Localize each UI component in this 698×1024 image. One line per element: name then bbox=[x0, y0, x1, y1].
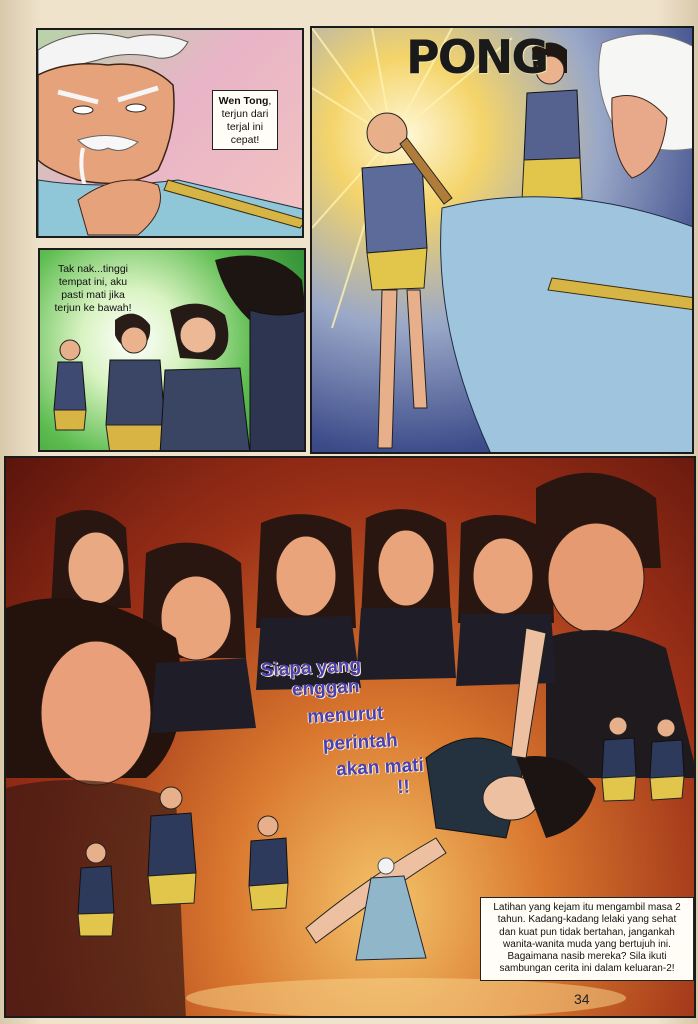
strike-illustration bbox=[312, 28, 694, 454]
speech-line: pasti mati jika bbox=[61, 289, 125, 301]
speech-name: Wen Tong bbox=[218, 95, 269, 107]
caption-line: tahun. Kadang-kadang lelaki yang sehat bbox=[497, 914, 677, 926]
speech-line: Tak nak...tinggi bbox=[57, 263, 129, 275]
caption-line: dan kuat pun tidak bertahan, jangankah bbox=[499, 926, 675, 938]
shout-text bbox=[260, 652, 425, 805]
panel-1-old-master bbox=[36, 28, 304, 238]
caption-line: wanita-wanita muda yang bertujuh ini. bbox=[503, 938, 671, 950]
page-number: 34 bbox=[574, 991, 590, 1007]
speech-line: tempat ini, aku bbox=[58, 276, 128, 288]
speech-line: terjun ke bawah! bbox=[54, 302, 132, 314]
speech-line: terjun dari bbox=[221, 108, 269, 120]
shout-line: menurut bbox=[306, 702, 384, 728]
caption-line: Bagaimana nasib mereka? Sila ikuti bbox=[507, 951, 667, 963]
speech-thought-girl bbox=[44, 260, 142, 320]
narration-caption bbox=[480, 897, 694, 981]
speech-bubble-master: Wen Tong, terjun dari terjal ini cepat! bbox=[212, 90, 278, 150]
speech-line: terjal ini bbox=[226, 121, 264, 133]
shout-line: Siapa yang bbox=[260, 654, 362, 682]
shout-line: perintah bbox=[322, 730, 399, 756]
panel-2-frightened-girls bbox=[38, 248, 306, 452]
shout-line: !! bbox=[396, 776, 411, 799]
shout-line: enggan bbox=[291, 676, 360, 701]
caption-line: Latihan yang kejam itu mengambil masa 2 bbox=[493, 902, 681, 913]
caption-line: sambungan cerita ini dalam keluaran-2! bbox=[499, 963, 675, 975]
speech-line: cepat! bbox=[230, 134, 260, 146]
sound-effect: PONG bbox=[406, 30, 548, 84]
shout-line: akan mati bbox=[335, 754, 425, 781]
panel-3-staff-strike bbox=[310, 26, 694, 454]
